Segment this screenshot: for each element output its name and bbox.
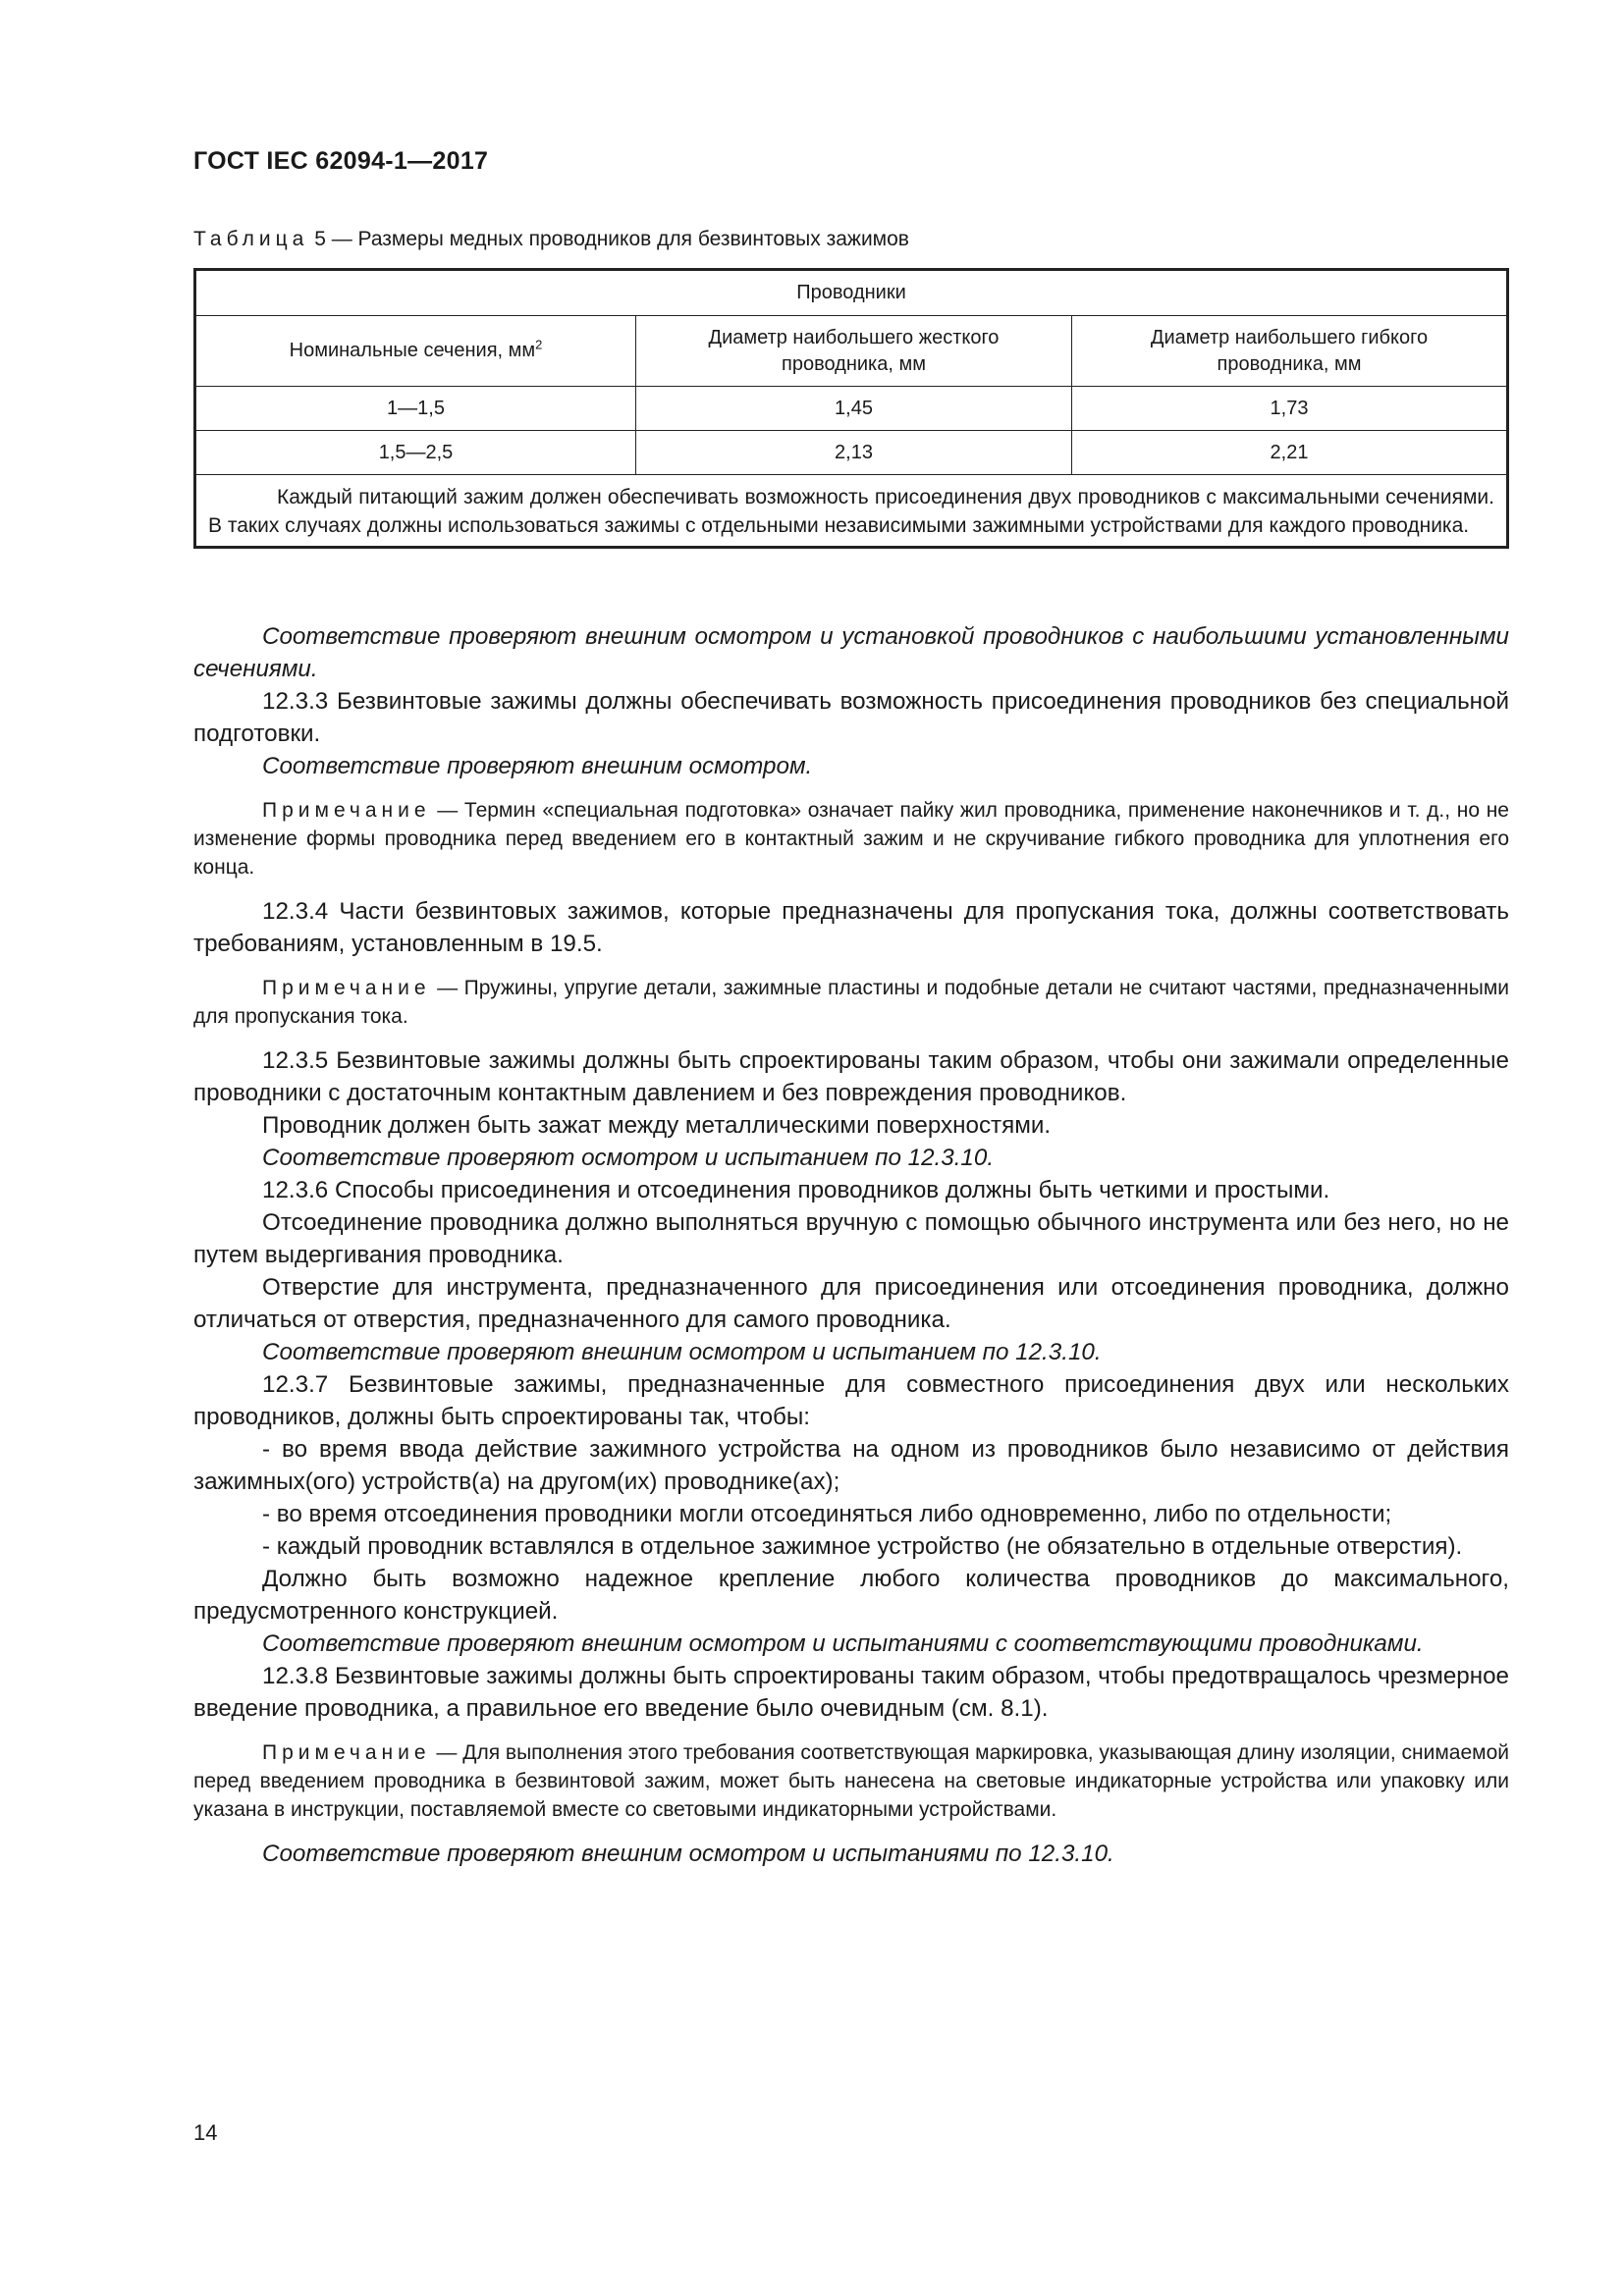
- column-header-section: [195, 316, 636, 387]
- table-note-text: Каждый питающий зажим должен обеспечивать возможность присоединения двух проводников с максимальными сечениями. В таких случаях должны использоваться зажимы с отдельными независимыми зажимными устройствами для каждого проводника.: [208, 486, 1494, 537]
- note-text: — Для выполнения этого требования соответствующая маркировка, указывающая длину изоляции, снимаемой перед введением проводника в безвинтовой зажим, может быть нанесена на световые индикаторные устройства или упаковку или указана в инструкции, поставляемой вместе со световыми индикаторными устройствами.: [193, 1741, 1510, 1821]
- cell-rigid: 1,45: [636, 387, 1072, 431]
- conductor-size-table: [193, 268, 1509, 549]
- cell-section: 1—1,5: [195, 387, 636, 431]
- cell-flexible: 1,73: [1071, 387, 1507, 431]
- column-header-section-unit-sup: 2: [535, 337, 543, 352]
- table-caption-label: Таблица: [193, 228, 309, 250]
- column-header-rigid: [636, 316, 1072, 387]
- note-label: Примечание: [262, 977, 431, 999]
- column-header-rigid-line2: проводника, мм: [782, 352, 926, 375]
- paragraph: Проводник должен быть зажат между металлическими поверхностями.: [262, 1112, 1052, 1139]
- paragraph: 12.3.7 Безвинтовые зажимы, предназначенные для совместного присоединения двух или нескольких проводников, должны быть спроектированы так, чтобы:: [193, 1371, 1509, 1430]
- paragraph: 12.3.8 Безвинтовые зажимы должны быть спроектированы таким образом, чтобы предотвращалось чрезмерное введение проводника, а правильное его введение было очевидным (см. 8.1).: [193, 1663, 1509, 1722]
- paragraph: Соответствие проверяют внешним осмотром и испытаниями с соответствующими проводниками.: [262, 1630, 1424, 1657]
- cell-section: 1,5—2,5: [195, 431, 636, 475]
- note-text: — Термин «специальная подготовка» означает пайку жил проводника, применение наконечников и т. д., но не изменение формы проводника перед введением его в контактный зажим и не скручивание гибкого проводника для уплотнения его конца.: [193, 799, 1509, 879]
- note: [193, 974, 1509, 1031]
- table-caption: [193, 228, 909, 251]
- paragraph: 12.3.3 Безвинтовые зажимы должны обеспечивать возможность присоединения проводников без специальной подготовки.: [193, 688, 1509, 747]
- page-number: 14: [193, 2120, 218, 2145]
- note-label: Примечание: [262, 799, 431, 822]
- cell-rigid: 2,13: [636, 431, 1072, 475]
- note-label: Примечание: [262, 1741, 431, 1764]
- paragraph: Соответствие проверяют внешним осмотром.: [262, 753, 813, 779]
- paragraph: Отсоединение проводника должно выполняться вручную с помощью обычного инструмента или без него, но не путем выдергивания проводника.: [193, 1209, 1509, 1268]
- table-note: [195, 475, 1508, 548]
- column-header-rigid-line1: Диаметр наибольшего жесткого: [708, 326, 1000, 348]
- column-header-section-text: Номинальные сечения, мм: [289, 340, 536, 361]
- document-body: [193, 620, 1509, 1870]
- list-item: - во время ввода действие зажимного устройства на одном из проводников было независимо от действия зажимных(ого) устройств(а) на другом(их) проводнике(ах);: [193, 1436, 1509, 1495]
- table-row: [195, 387, 1508, 431]
- paragraph: Должно быть возможно надежное крепление любого количества проводников до максимального, предусмотренного конструкцией.: [193, 1566, 1509, 1625]
- column-header-flexible-line1: Диаметр наибольшего гибкого: [1150, 326, 1429, 348]
- cell-flexible: 2,21: [1071, 431, 1507, 475]
- column-header-flexible: [1071, 316, 1507, 387]
- column-header-flexible-line2: проводника, мм: [1217, 352, 1362, 375]
- list-item: - во время отсоединения проводники могли отсоединяться либо одновременно, либо по отдельности;: [262, 1501, 1392, 1527]
- note: [193, 796, 1509, 881]
- list-item: - каждый проводник вставлялся в отдельное зажимное устройство (не обязательно в отдельные отверстия).: [262, 1533, 1463, 1560]
- table-caption-text: 5 — Размеры медных проводников для безвинтовых зажимов: [314, 228, 909, 250]
- note: [193, 1738, 1509, 1824]
- paragraph: Отверстие для инструмента, предназначенного для присоединения или отсоединения проводника, должно отличаться от отверстия, предназначенного для самого проводника.: [193, 1274, 1509, 1333]
- paragraph: Соответствие проверяют осмотром и испытанием по 12.3.10.: [262, 1145, 995, 1171]
- document-header: ГОСТ IEC 62094-1—2017: [193, 147, 489, 175]
- note-text: — Пружины, упругие детали, зажимные пластины и подобные детали не считают частями, предназначенными для пропускания тока.: [193, 977, 1509, 1028]
- table-row: [195, 431, 1508, 475]
- paragraph: 12.3.5 Безвинтовые зажимы должны быть спроектированы таким образом, чтобы они зажимали определенные проводники с достаточным контактным давлением и без повреждения проводников.: [193, 1047, 1509, 1106]
- paragraph: Соответствие проверяют внешним осмотром и испытаниями по 12.3.10.: [262, 1841, 1114, 1867]
- paragraph: 12.3.4 Части безвинтовых зажимов, которые предназначены для пропускания тока, должны соответствовать требованиям, установленным в 19.5.: [193, 898, 1509, 957]
- paragraph: Соответствие проверяют внешним осмотром и установкой проводников с наибольшими установленными сечениями.: [193, 623, 1509, 682]
- table-group-header: Проводники: [195, 270, 1508, 316]
- paragraph: Соответствие проверяют внешним осмотром и испытанием по 12.3.10.: [262, 1339, 1102, 1365]
- paragraph: 12.3.6 Способы присоединения и отсоединения проводников должны быть четкими и простыми.: [262, 1177, 1330, 1203]
